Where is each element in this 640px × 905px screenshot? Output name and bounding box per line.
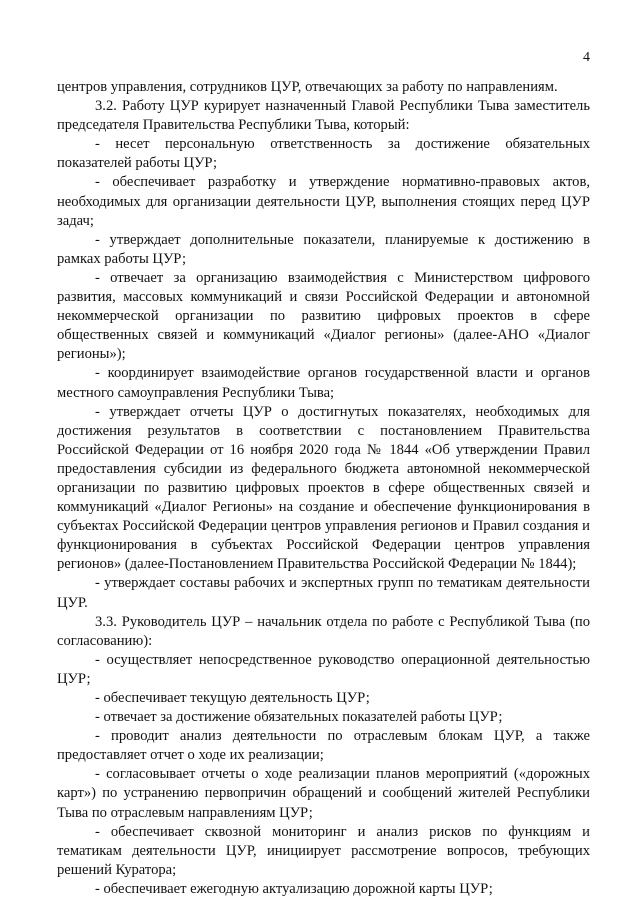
list-item: - утверждает отчеты ЦУР о достигнутых показателях, необходимых для достижения результатов в соответствии с постановлением Правительства Российской Федерации от 16 ноября 2020 года № 1844 «Об утверждении Правил предоставления субсидии из федерального бюджета автономной некоммерческой организации по развитию цифровых проектов в сфере общественных связей и коммуникаций «Диалог Регионы» на создание и обеспечение функционирования в субъектах Российской Федерации центров управления регионов и Правил создания и функционирования в субъектах Российской Федерации центров управления регионов» (далее-Постановлением Правительства Российской Федерации № 1844); <box>57 403 590 573</box>
list-item: - согласовывает отчеты о ходе реализации планов мероприятий («дорожных карт») по устранению первопричин обращений и сообщений жителей Республики Тыва по отраслевым направлениям ЦУР; <box>57 766 590 821</box>
list-item: - утверждает составы рабочих и экспертных групп по тематикам деятельности ЦУР. <box>57 575 590 611</box>
list-item: - отвечает за организацию взаимодействия с Министерством цифрового развития, массовых коммуникаций и связи Российской Федерации и автономной некоммерческой организации по развитию цифровых проектов в сфере общественных связей и коммуникаций «Диалог регионы» (далее-АНО «Диалог регионы»); <box>57 269 590 363</box>
paragraph-3-3: 3.3. Руководитель ЦУР – начальник отдела по работе с Республикой Тыва (по согласованию): <box>57 613 590 649</box>
paragraph-continuation: центров управления, сотрудников ЦУР, отвечающих за работу по направлениям. <box>57 79 558 95</box>
list-item: - обеспечивает текущую деятельность ЦУР; <box>95 690 370 706</box>
list-item: - утверждает дополнительные показатели, планируемые к достижению в рамках работы ЦУР; <box>57 231 590 267</box>
page-number: 4 <box>583 50 590 65</box>
list-item: - координирует взаимодействие органов государственной власти и органов местного самоуправления Республики Тыва; <box>57 365 590 401</box>
list-item: - обеспечивает сквозной мониторинг и анализ рисков по функциям и тематикам деятельности ЦУР, инициирует рассмотрение вопросов, требующих решений Куратора; <box>57 823 590 878</box>
paragraph-3-2: 3.2. Работу ЦУР курирует назначенный Главой Республики Тыва заместитель председателя Правительства Республики Тыва, который: <box>57 98 590 134</box>
list-item: - проводит анализ деятельности по отраслевым блокам ЦУР, а также предоставляет отчет о ходе их реализации; <box>57 728 590 764</box>
list-item: - отвечает за достижение обязательных показателей работы ЦУР; <box>95 709 503 726</box>
list-item: - обеспечивает разработку и утверждение нормативно-правовых актов, необходимых для организации деятельности ЦУР, выполнения стоящих перед ЦУР задач; <box>57 174 590 229</box>
list-item: - осуществляет непосредственное руководство операционной деятельностью ЦУР; <box>57 651 590 687</box>
list-item: - несет персональную ответственность за достижение обязательных показателей работы ЦУР; <box>57 136 590 172</box>
list-item: - обеспечивает ежегодную актуализацию дорожной карты ЦУР; <box>95 880 493 897</box>
document-body <box>57 78 590 899</box>
